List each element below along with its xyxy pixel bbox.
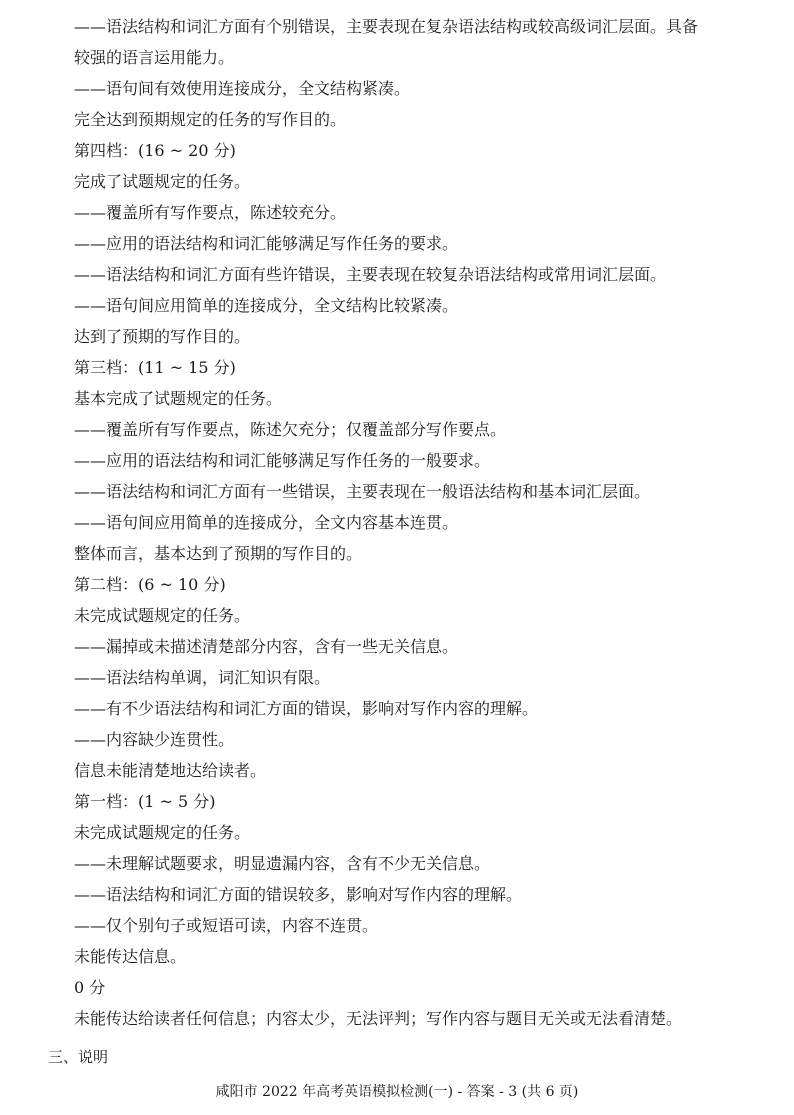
page-footer: 咸阳市 2022 年高考英语模拟检测(一) - 答案 - 3 (共 6 页) bbox=[215, 1084, 579, 1100]
text-line: ——语法结构和词汇方面的错误较多，影响对写作内容的理解。 bbox=[74, 885, 523, 904]
grade-heading: 第三档：(11 ~ 15 分) bbox=[74, 358, 236, 377]
text-line: ——漏掉或未描述清楚部分内容，含有一些无关信息。 bbox=[74, 637, 459, 656]
text-line: ——应用的语法结构和词汇能够满足写作任务的要求。 bbox=[74, 234, 459, 253]
text-line: ——覆盖所有写作要点，陈述欠充分；仅覆盖部分写作要点。 bbox=[74, 420, 507, 439]
text-line: ——有不少语法结构和词汇方面的错误，影响对写作内容的理解。 bbox=[74, 699, 539, 718]
grade-heading: 第二档：(6 ~ 10 分) bbox=[74, 575, 226, 594]
text-line: ——仅个别句子或短语可读，内容不连贯。 bbox=[74, 916, 379, 935]
text-line: 完全达到预期规定的任务的写作目的。 bbox=[74, 110, 347, 129]
text-line: ——语句间有效使用连接成分，全文结构紧凑。 bbox=[74, 79, 411, 98]
text-line: 完成了试题规定的任务。 bbox=[74, 172, 251, 191]
text-line: 整体而言，基本达到了预期的写作目的。 bbox=[74, 544, 363, 563]
scoring-criteria-body bbox=[74, 11, 774, 1034]
text-line: 未能传达信息。 bbox=[74, 947, 187, 966]
text-line: 基本完成了试题规定的任务。 bbox=[74, 389, 283, 408]
grade-heading: 第一档：(1 ~ 5 分) bbox=[74, 792, 216, 811]
text-line: ——内容缺少连贯性。 bbox=[74, 730, 235, 749]
text-line: ——语句间应用简单的连接成分，全文结构比较紧凑。 bbox=[74, 296, 459, 315]
text-line: 未完成试题规定的任务。 bbox=[74, 606, 251, 625]
text-line: ——语法结构和词汇方面有个别错误，主要表现在复杂语法结构或较高级词汇层面。具备 bbox=[74, 17, 699, 36]
text-line: 信息未能清楚地达给读者。 bbox=[74, 761, 267, 780]
text-line: 较强的语言运用能力。 bbox=[74, 48, 235, 67]
text-line: 未能传达给读者任何信息；内容太少，无法评判；写作内容与题目无关或无法看清楚。 bbox=[74, 1009, 683, 1028]
grade-heading: 0 分 bbox=[74, 978, 106, 997]
text-line: ——语法结构和词汇方面有些许错误，主要表现在较复杂语法结构或常用词汇层面。 bbox=[74, 265, 667, 284]
grade-heading: 第四档：(16 ~ 20 分) bbox=[74, 141, 236, 160]
text-line: ——语句间应用简单的连接成分，全文内容基本连贯。 bbox=[74, 513, 459, 532]
text-line: ——语法结构和词汇方面有一些错误，主要表现在一般语法结构和基本词汇层面。 bbox=[74, 482, 651, 501]
text-line: ——未理解试题要求，明显遗漏内容，含有不少无关信息。 bbox=[74, 854, 491, 873]
text-line: 未完成试题规定的任务。 bbox=[74, 823, 251, 842]
text-line: ——语法结构单调，词汇知识有限。 bbox=[74, 668, 331, 687]
text-line: 达到了预期的写作目的。 bbox=[74, 327, 251, 346]
text-line: ——应用的语法结构和词汇能够满足写作任务的一般要求。 bbox=[74, 451, 491, 470]
text-line: ——覆盖所有写作要点，陈述较充分。 bbox=[74, 203, 347, 222]
section-heading: 三、说明 bbox=[48, 1048, 109, 1066]
